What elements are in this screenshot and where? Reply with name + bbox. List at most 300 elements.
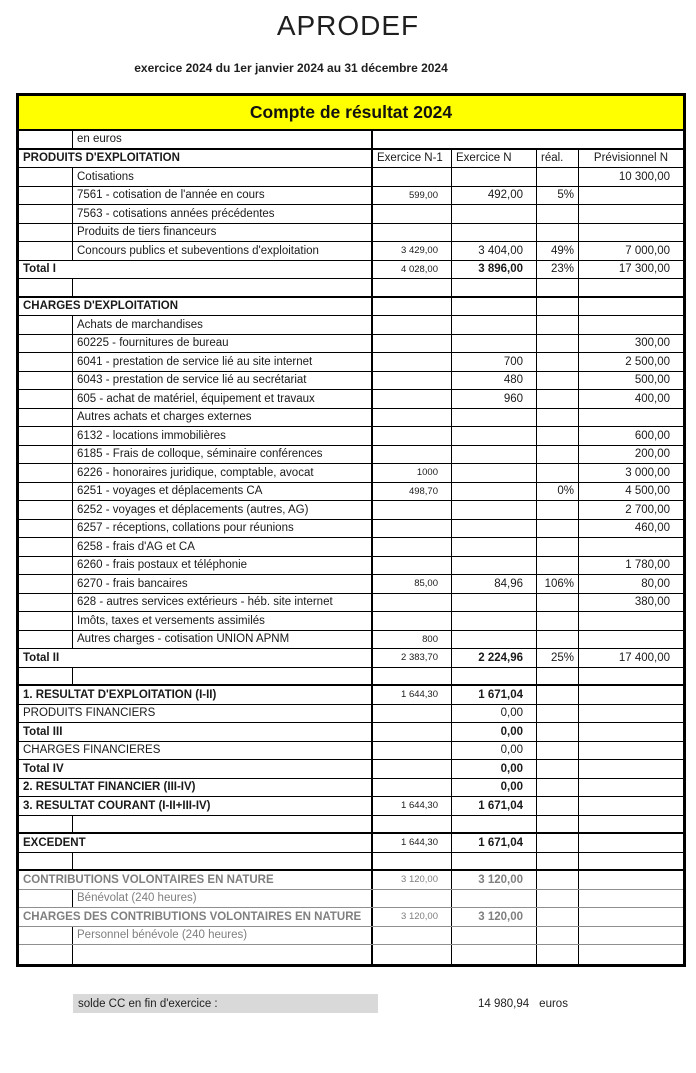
- cell-exercice-n1: [373, 372, 452, 390]
- table-row: [19, 427, 683, 446]
- cell-previsionnel: 400,00: [634, 392, 670, 405]
- cell-real: [537, 927, 579, 945]
- cell-real: [537, 797, 579, 815]
- cell-exercice-n: 0,00: [452, 705, 537, 723]
- row-label: CHARGES DES CONTRIBUTIONS VOLONTAIRES EN NATURE: [19, 908, 373, 926]
- cell-previsionnel: [579, 409, 683, 427]
- cell-exercice-n1: 85,00: [373, 575, 452, 593]
- cell-exercice-n: [452, 668, 537, 685]
- cell-exercice-n1: [373, 520, 452, 538]
- indent-cell: [19, 316, 73, 334]
- cell-exercice-n: [452, 298, 537, 316]
- table-row: [19, 446, 683, 465]
- table-row: [19, 168, 683, 187]
- cell-exercice-n: 0,00: [452, 779, 537, 797]
- indent-cell: [19, 612, 73, 630]
- row-label: 6270 - frais bancaires: [73, 575, 373, 593]
- cell-exercice-n1: 599,00: [373, 187, 452, 205]
- cell-exercice-n: [452, 945, 537, 964]
- row-label: 7561 - cotisation de l'année en cours: [73, 187, 373, 205]
- row-label: 6043 - prestation de service lié au secrétariat: [73, 372, 373, 390]
- indent-cell: [19, 168, 73, 186]
- cell-exercice-n: [452, 316, 537, 334]
- indent-cell: [19, 890, 73, 908]
- table-row: [19, 538, 683, 557]
- cell-real: 5%: [537, 187, 579, 205]
- cell-exercice-n1: [373, 205, 452, 223]
- row-label: Total III: [19, 723, 373, 741]
- row-label: 2. RESULTAT FINANCIER (III-IV): [19, 779, 373, 797]
- merged-empty-cell: [373, 131, 683, 148]
- cell-exercice-n: [452, 446, 537, 464]
- cell-exercice-n: [452, 464, 537, 482]
- row-label: Produits de tiers financeurs: [73, 224, 373, 242]
- indent-cell: [19, 335, 73, 353]
- cell-exercice-n1: 3 120,00: [373, 871, 452, 889]
- row-label: [73, 816, 373, 833]
- cell-previsionnel: [579, 298, 683, 316]
- cell-previsionnel: 4 500,00: [625, 485, 670, 498]
- row-label: 6132 - locations immobilières: [73, 427, 373, 445]
- cell-exercice-n1: [373, 760, 452, 778]
- cell-real: [537, 520, 579, 538]
- cell-exercice-n1: [373, 853, 452, 870]
- cell-exercice-n: [452, 816, 537, 833]
- cell-exercice-n1: [373, 390, 452, 408]
- cell-previsionnel: [579, 908, 683, 926]
- row-label: 1. RESULTAT D'EXPLOITATION (I-II): [19, 686, 373, 704]
- row-label: Personnel bénévole (240 heures): [73, 927, 373, 945]
- cell-real: [537, 205, 579, 223]
- cell-real: [537, 853, 579, 870]
- cell-real: 0%: [537, 483, 579, 501]
- cell-exercice-n1: 1 644,30: [373, 834, 452, 852]
- indent-cell: [19, 279, 73, 296]
- cell-exercice-n1: 4 028,00: [373, 261, 452, 279]
- solde-cc-label: solde CC en fin d'exercice :: [73, 994, 378, 1013]
- cell-exercice-n1: [373, 557, 452, 575]
- row-label: Achats de marchandises: [73, 316, 373, 334]
- cell-real: [537, 557, 579, 575]
- cell-real: 106%: [537, 575, 579, 593]
- cell-previsionnel: [579, 760, 683, 778]
- cell-previsionnel: 1 780,00: [625, 559, 670, 572]
- cell-previsionnel: [579, 205, 683, 223]
- row-label: PRODUITS FINANCIERS: [19, 705, 373, 723]
- cell-real: [537, 298, 579, 316]
- row-label: 6185 - Frais de colloque, séminaire conférences: [73, 446, 373, 464]
- row-label: Bénévolat (240 heures): [73, 890, 373, 908]
- table-row: [19, 649, 683, 668]
- cell-exercice-n: [452, 501, 537, 519]
- row-label: 3. RESULTAT COURANT (I-II+III-IV): [19, 797, 373, 815]
- table-row: [19, 612, 683, 631]
- cell-exercice-n: 1 671,04: [452, 797, 537, 815]
- table-row: [19, 816, 683, 835]
- cell-previsionnel: [579, 871, 683, 889]
- cell-previsionnel: [579, 927, 683, 945]
- indent-cell: [19, 353, 73, 371]
- indent-cell: [19, 631, 73, 649]
- cell-real: [537, 631, 579, 649]
- cell-exercice-n: [452, 594, 537, 612]
- cell-exercice-n1: [373, 168, 452, 186]
- cell-exercice-n1: [373, 409, 452, 427]
- row-label: Total I: [19, 261, 373, 279]
- row-label: Concours publics et subeventions d'exploitation: [73, 242, 373, 260]
- cell-exercice-n1: [373, 945, 452, 964]
- compte-de-resultat-table: [16, 93, 686, 967]
- cell-previsionnel: 500,00: [634, 374, 670, 387]
- cell-previsionnel: [579, 224, 683, 242]
- table-row: [19, 483, 683, 502]
- cell-real: [537, 501, 579, 519]
- row-label: Imôts, taxes et versements assimilés: [73, 612, 373, 630]
- cell-previsionnel: [579, 631, 683, 649]
- table-row: [19, 261, 683, 280]
- cell-previsionnel: [579, 723, 683, 741]
- table-row: [19, 501, 683, 520]
- row-label: [73, 668, 373, 685]
- row-label: [73, 945, 373, 964]
- indent-cell: [19, 372, 73, 390]
- cell-exercice-n1: [373, 538, 452, 556]
- cell-real: [537, 168, 579, 186]
- table-banner: Compte de résultat 2024: [19, 96, 683, 131]
- cell-exercice-n1: 800: [373, 631, 452, 649]
- cell-real: [537, 427, 579, 445]
- cell-exercice-n: [452, 557, 537, 575]
- cell-exercice-n: 0,00: [452, 723, 537, 741]
- cell-real: [537, 779, 579, 797]
- cell-exercice-n: 3 120,00: [452, 908, 537, 926]
- cell-exercice-n: 3 896,00: [452, 261, 537, 279]
- cell-exercice-n1: [373, 279, 452, 296]
- table-rows: [19, 131, 683, 964]
- cell-exercice-n: [452, 853, 537, 870]
- cell-previsionnel: 7 000,00: [625, 244, 670, 257]
- cell-previsionnel: [579, 797, 683, 815]
- cell-previsionnel: 600,00: [634, 429, 670, 442]
- cell-real: 25%: [537, 649, 579, 667]
- cell-previsionnel: 10 300,00: [618, 170, 670, 183]
- cell-previsionnel: [579, 705, 683, 723]
- indent-cell: [19, 409, 73, 427]
- table-row: [19, 520, 683, 539]
- cell-previsionnel: [579, 816, 683, 833]
- row-label: 6257 - réceptions, collations pour réunions: [73, 520, 373, 538]
- indent-cell: [19, 501, 73, 519]
- row-label: CONTRIBUTIONS VOLONTAIRES EN NATURE: [19, 871, 373, 889]
- cell-previsionnel: 300,00: [634, 337, 670, 350]
- cell-real: [537, 594, 579, 612]
- indent-cell: [19, 464, 73, 482]
- cell-real: [537, 464, 579, 482]
- indent-cell: [19, 575, 73, 593]
- cell-exercice-n: 0,00: [452, 742, 537, 760]
- cell-exercice-n1: [373, 723, 452, 741]
- row-label: CHARGES D'EXPLOITATION: [19, 298, 373, 316]
- row-label: Autres achats et charges externes: [73, 409, 373, 427]
- cell-real: [537, 409, 579, 427]
- row-label: CHARGES FINANCIERES: [19, 742, 373, 760]
- indent-cell: [19, 446, 73, 464]
- row-label: EXCEDENT: [19, 834, 373, 852]
- table-row: [19, 723, 683, 742]
- cell-exercice-n1: 1 644,30: [373, 686, 452, 704]
- cell-real: [537, 316, 579, 334]
- cell-real: [537, 612, 579, 630]
- cell-real: [537, 538, 579, 556]
- cell-previsionnel: [579, 538, 683, 556]
- table-row: [19, 575, 683, 594]
- solde-cc-unit: euros: [539, 997, 568, 1010]
- cell-real: [537, 834, 579, 852]
- cell-previsionnel: [579, 316, 683, 334]
- row-label: Total II: [19, 649, 373, 667]
- cell-real: 23%: [537, 261, 579, 279]
- cell-exercice-n1: [373, 427, 452, 445]
- indent-cell: [19, 242, 73, 260]
- cell-exercice-n1: 498,70: [373, 483, 452, 501]
- cell-previsionnel: [579, 279, 683, 296]
- cell-real: [537, 224, 579, 242]
- cell-exercice-n: 492,00: [452, 187, 537, 205]
- column-header-exercice-n: Exercice N: [452, 150, 537, 168]
- cell-previsionnel: [579, 742, 683, 760]
- cell-exercice-n: [452, 168, 537, 186]
- cell-exercice-n: 960: [452, 390, 537, 408]
- cell-previsionnel: 17 300,00: [618, 263, 670, 276]
- table-row: [19, 834, 683, 853]
- cell-exercice-n1: [373, 501, 452, 519]
- cell-exercice-n1: [373, 816, 452, 833]
- row-label: 6260 - frais postaux et téléphonie: [73, 557, 373, 575]
- cell-exercice-n1: [373, 927, 452, 945]
- cell-exercice-n1: [373, 353, 452, 371]
- cell-exercice-n1: 3 429,00: [373, 242, 452, 260]
- table-row: [19, 150, 683, 169]
- cell-exercice-n: 480: [452, 372, 537, 390]
- table-row: [19, 908, 683, 927]
- cell-exercice-n: 84,96: [452, 575, 537, 593]
- row-label: 6041 - prestation de service lié au site internet: [73, 353, 373, 371]
- cell-exercice-n: [452, 483, 537, 501]
- row-label: Autres charges - cotisation UNION APNM: [73, 631, 373, 649]
- cell-real: [537, 890, 579, 908]
- indent-cell: [19, 557, 73, 575]
- indent-cell: [19, 945, 73, 964]
- cell-real: [537, 390, 579, 408]
- cell-previsionnel: [579, 668, 683, 685]
- cell-exercice-n: [452, 205, 537, 223]
- cell-real: [537, 668, 579, 685]
- cell-real: [537, 871, 579, 889]
- cell-exercice-n: [452, 612, 537, 630]
- indent-cell: [19, 390, 73, 408]
- cell-exercice-n: 3 120,00: [452, 871, 537, 889]
- indent-cell: [19, 427, 73, 445]
- table-row: [19, 409, 683, 428]
- cell-exercice-n1: [373, 594, 452, 612]
- table-row: [19, 742, 683, 761]
- cell-exercice-n1: [373, 612, 452, 630]
- cell-previsionnel: [579, 945, 683, 964]
- table-row: [19, 372, 683, 391]
- column-header-previsionnel: Prévisionnel N: [593, 152, 669, 165]
- indent-cell: [19, 205, 73, 223]
- table-row: [19, 335, 683, 354]
- row-label: 6258 - frais d'AG et CA: [73, 538, 373, 556]
- cell-real: [537, 279, 579, 296]
- cell-previsionnel: 17 400,00: [618, 651, 670, 664]
- table-row: [19, 131, 683, 150]
- cell-exercice-n: 1 671,04: [452, 686, 537, 704]
- cell-previsionnel: 200,00: [634, 448, 670, 461]
- table-row: [19, 224, 683, 243]
- cell-previsionnel: [579, 686, 683, 704]
- cell-exercice-n: [452, 520, 537, 538]
- cell-real: [537, 335, 579, 353]
- table-row: [19, 631, 683, 650]
- cell-real: [537, 816, 579, 833]
- cell-real: [537, 742, 579, 760]
- cell-exercice-n: [452, 631, 537, 649]
- cell-previsionnel: 2 700,00: [625, 503, 670, 516]
- cell-exercice-n1: 3 120,00: [373, 908, 452, 926]
- solde-cc-amount: 14 980,94: [478, 997, 530, 1010]
- table-row: [19, 871, 683, 890]
- indent-cell: [19, 538, 73, 556]
- indent-cell: [19, 594, 73, 612]
- table-row: [19, 594, 683, 613]
- solde-cc-value: [478, 994, 568, 1013]
- cell-previsionnel: [579, 834, 683, 852]
- row-label: en euros: [73, 131, 373, 148]
- cell-exercice-n1: [373, 335, 452, 353]
- row-label: Total IV: [19, 760, 373, 778]
- cell-real: [537, 908, 579, 926]
- cell-real: [537, 705, 579, 723]
- cell-exercice-n1: [373, 705, 452, 723]
- cell-exercice-n1: [373, 668, 452, 685]
- cell-previsionnel: 460,00: [634, 522, 670, 535]
- table-row: [19, 464, 683, 483]
- column-header-real: réal.: [537, 150, 579, 168]
- cell-real: [537, 353, 579, 371]
- table-row: [19, 945, 683, 964]
- indent-cell: [19, 927, 73, 945]
- table-row: [19, 705, 683, 724]
- indent-cell: [19, 187, 73, 205]
- row-label: 6251 - voyages et déplacements CA: [73, 483, 373, 501]
- row-label: 60225 - fournitures de bureau: [73, 335, 373, 353]
- table-row: [19, 205, 683, 224]
- cell-exercice-n1: 1000: [373, 464, 452, 482]
- table-row: [19, 927, 683, 946]
- page-title: APRODEF: [276, 10, 420, 41]
- indent-cell: [19, 520, 73, 538]
- cell-exercice-n: 3 404,00: [452, 242, 537, 260]
- cell-exercice-n: 700: [452, 353, 537, 371]
- cell-exercice-n1: [373, 742, 452, 760]
- cell-exercice-n: [452, 224, 537, 242]
- table-row: [19, 316, 683, 335]
- cell-exercice-n1: [373, 224, 452, 242]
- cell-real: [537, 723, 579, 741]
- row-label: [73, 853, 373, 870]
- table-row: [19, 853, 683, 872]
- cell-previsionnel: 2 500,00: [625, 355, 670, 368]
- table-row: [19, 187, 683, 206]
- row-label: PRODUITS D'EXPLOITATION: [19, 150, 373, 168]
- indent-cell: [19, 483, 73, 501]
- cell-previsionnel: 380,00: [634, 596, 670, 609]
- table-row: [19, 298, 683, 317]
- cell-previsionnel: [579, 890, 683, 908]
- cell-previsionnel: [579, 853, 683, 870]
- cell-previsionnel: 3 000,00: [625, 466, 670, 479]
- table-row: [19, 557, 683, 576]
- row-label: [73, 279, 373, 296]
- cell-real: [537, 372, 579, 390]
- row-label: 628 - autres services extérieurs - héb. site internet: [73, 594, 373, 612]
- table-row: [19, 242, 683, 261]
- cell-exercice-n: [452, 279, 537, 296]
- cell-real: [537, 686, 579, 704]
- row-label: 7563 - cotisations années précédentes: [73, 205, 373, 223]
- row-label: 605 - achat de matériel, équipement et travaux: [73, 390, 373, 408]
- cell-exercice-n: 2 224,96: [452, 649, 537, 667]
- cell-exercice-n1: [373, 890, 452, 908]
- page-subtitle: exercice 2024 du 1er janvier 2024 au 31 décembre 2024: [134, 61, 448, 75]
- row-label: Cotisations: [73, 168, 373, 186]
- cell-previsionnel: 80,00: [641, 577, 670, 590]
- cell-exercice-n: 0,00: [452, 760, 537, 778]
- table-row: [19, 279, 683, 298]
- table-row: [19, 779, 683, 798]
- cell-previsionnel: [579, 612, 683, 630]
- table-row: [19, 390, 683, 409]
- cell-exercice-n: [452, 538, 537, 556]
- cell-exercice-n: 1 671,04: [452, 834, 537, 852]
- cell-exercice-n: [452, 427, 537, 445]
- row-label: 6252 - voyages et déplacements (autres, AG): [73, 501, 373, 519]
- cell-real: [537, 446, 579, 464]
- row-label: 6226 - honoraires juridique, comptable, avocat: [73, 464, 373, 482]
- table-row: [19, 760, 683, 779]
- table-row: [19, 686, 683, 705]
- cell-exercice-n: [452, 409, 537, 427]
- table-row: [19, 668, 683, 687]
- indent-cell: [19, 131, 73, 148]
- cell-exercice-n: [452, 927, 537, 945]
- cell-exercice-n: [452, 335, 537, 353]
- cell-exercice-n1: [373, 446, 452, 464]
- column-header-exercice-n1: Exercice N-1: [373, 150, 452, 168]
- cell-exercice-n1: [373, 779, 452, 797]
- cell-real: 49%: [537, 242, 579, 260]
- table-row: [19, 797, 683, 816]
- cell-real: [537, 945, 579, 964]
- cell-exercice-n1: [373, 298, 452, 316]
- table-row: [19, 353, 683, 372]
- indent-cell: [19, 224, 73, 242]
- cell-exercice-n: [452, 890, 537, 908]
- indent-cell: [19, 816, 73, 833]
- cell-exercice-n1: 1 644,30: [373, 797, 452, 815]
- table-row: [19, 890, 683, 909]
